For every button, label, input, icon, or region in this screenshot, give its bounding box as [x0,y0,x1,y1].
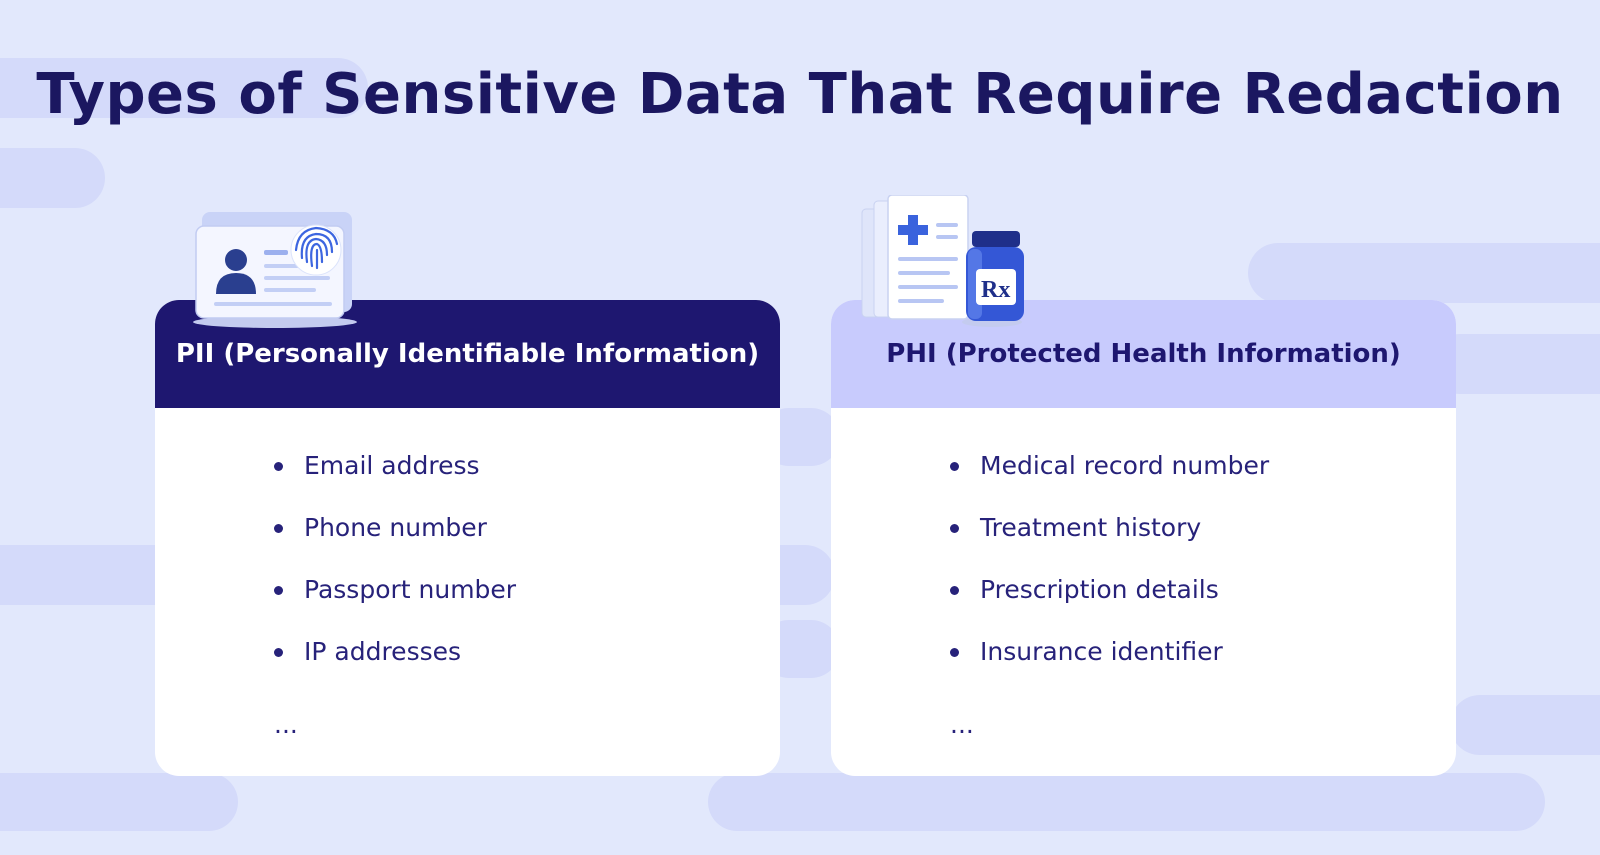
pii-card [155,300,780,776]
medical-record-pill-bottle-icon [860,195,1035,330]
list-item: Phone number [274,512,516,574]
list-item: IP addresses [274,636,516,698]
phi-list [950,450,1269,698]
list-item: Treatment history [950,512,1269,574]
background-stripe [0,773,238,831]
id-card-fingerprint-icon [190,210,360,330]
list-item: Medical record number [950,450,1269,512]
page-title: Types of Sensitive Data That Require Redaction [36,62,1564,127]
rx-label: Rx [981,277,1011,303]
list-item: Passport number [274,574,516,636]
list-item: Email address [274,450,516,512]
pii-list [274,450,516,698]
more-ellipsis: ... [950,710,974,739]
phi-card [831,300,1456,776]
list-item: Prescription details [950,574,1269,636]
background-stripe [1450,695,1600,755]
background-stripe [1248,243,1600,303]
background-stripe [0,148,105,208]
background-stripe [708,773,1545,831]
list-item: Insurance identifier [950,636,1269,698]
phi-card-heading: PHI (Protected Health Information) [831,300,1456,408]
pii-card-heading: PII (Personally Identifiable Information) [155,300,780,408]
more-ellipsis: ... [274,710,298,739]
